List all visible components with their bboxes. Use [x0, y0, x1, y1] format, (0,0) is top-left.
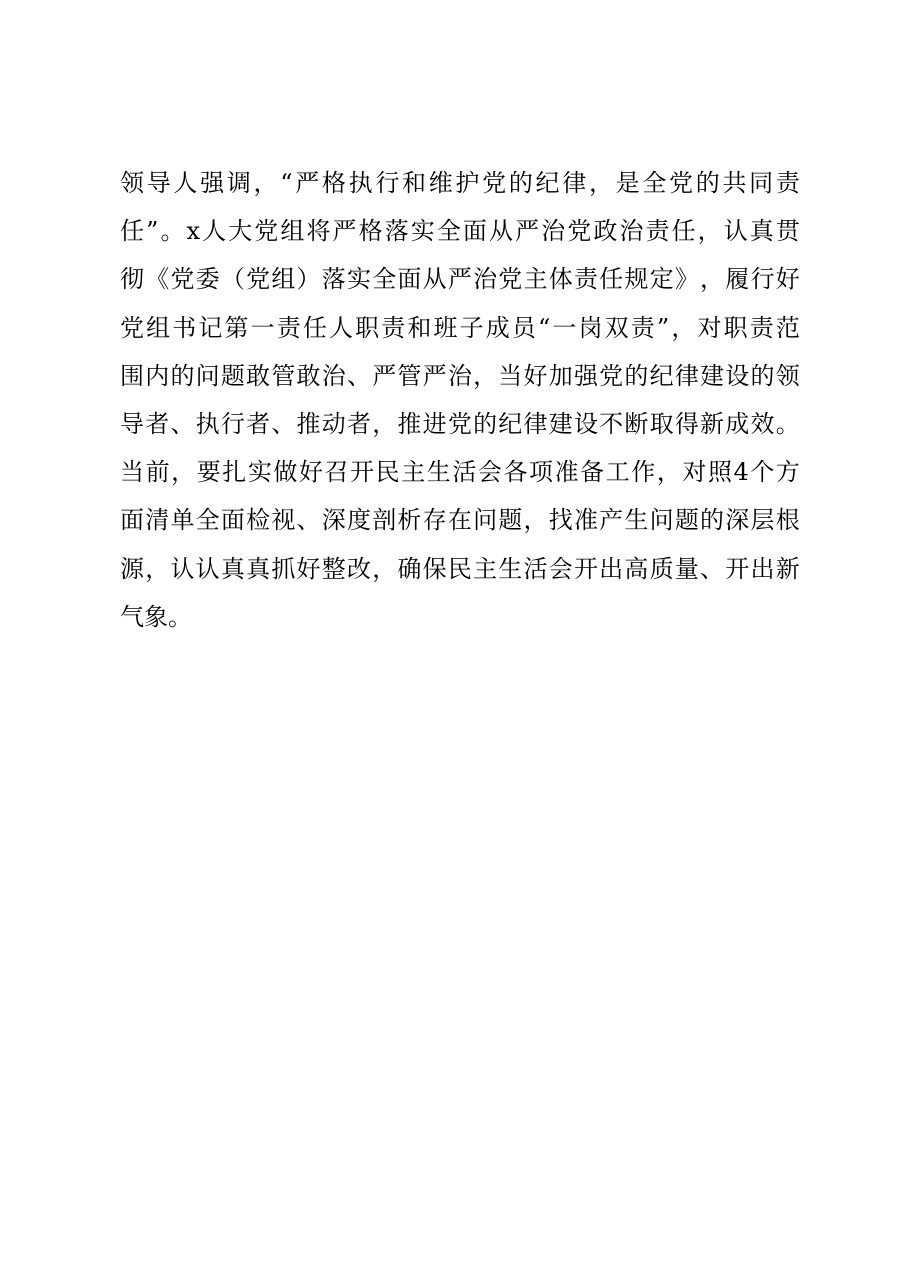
- text-character: 敢: [246, 361, 271, 390]
- text-character: 产: [599, 506, 624, 535]
- text-character: 真: [749, 217, 774, 246]
- text-character: 主: [473, 554, 498, 583]
- text-character: 认: [723, 217, 748, 246]
- text-character: 实: [247, 458, 272, 487]
- text-character: 岗: [578, 313, 603, 342]
- text-character: 剖: [372, 506, 397, 535]
- text-character: 视: [271, 506, 296, 535]
- text-character: 、: [700, 554, 725, 583]
- text-character: 的: [700, 506, 725, 535]
- text-character: 改: [346, 554, 371, 583]
- text-character: （: [220, 265, 245, 294]
- text-character: 全: [436, 217, 461, 246]
- text-character: 检: [246, 506, 271, 535]
- text-character: 做: [273, 458, 298, 487]
- text-character: 责: [645, 217, 670, 246]
- text-character: 是: [615, 169, 640, 197]
- text-character: 设: [573, 409, 598, 438]
- text-character: 党: [447, 409, 472, 438]
- text-character: 个: [750, 458, 775, 487]
- text-character: 准: [554, 458, 579, 487]
- text-character: 、: [296, 506, 321, 535]
- text-character: 强: [573, 361, 598, 390]
- text-character: 主: [523, 265, 548, 294]
- text-character: 设: [725, 361, 750, 390]
- text-character: 政: [593, 217, 618, 246]
- text-character: 质: [649, 554, 674, 583]
- text-character: ，: [372, 554, 397, 583]
- text-character: 题: [220, 361, 245, 390]
- text-character: 律: [523, 409, 548, 438]
- text-character: 员: [511, 313, 536, 342]
- paragraph-line-3: [120, 255, 800, 303]
- text-character: 实: [410, 217, 435, 246]
- text-character: 准: [573, 506, 598, 535]
- text-character: 组: [280, 217, 305, 246]
- text-character: 者: [246, 409, 271, 438]
- text-character: 治: [619, 217, 644, 246]
- text-character: 民: [375, 458, 400, 487]
- text-character: ，: [697, 217, 722, 246]
- text-character: 导: [146, 169, 171, 197]
- text-character: 党: [120, 313, 144, 342]
- text-character: 、: [271, 409, 296, 438]
- text-character: 的: [473, 409, 498, 438]
- text-character: 活: [452, 458, 477, 487]
- text-character: 党: [599, 361, 624, 390]
- text-character: 任: [302, 313, 327, 342]
- text-character: 律: [674, 361, 699, 390]
- text-character: 的: [170, 361, 195, 390]
- text-character: 人: [202, 217, 227, 246]
- text-character: 全: [642, 169, 667, 197]
- text-character: 认: [195, 554, 220, 583]
- text-character: 责: [276, 313, 301, 342]
- text-character: 领: [775, 361, 800, 390]
- text-character: 源: [120, 554, 144, 583]
- text-character: 成: [725, 409, 750, 438]
- text-character: 得: [674, 409, 699, 438]
- text-character: ，: [145, 554, 170, 583]
- text-character: 组: [271, 265, 296, 294]
- text-character: 推: [397, 409, 422, 438]
- text-character: 党: [170, 265, 195, 294]
- text-character: 问: [195, 361, 220, 390]
- text-character: 管: [271, 361, 296, 390]
- text-character: 职: [355, 313, 380, 342]
- text-character: 第: [224, 313, 249, 342]
- text-character: 。: [160, 217, 185, 246]
- paragraph-line-4: [120, 304, 800, 352]
- paragraph-line-9: [120, 545, 800, 593]
- text-character: 导: [120, 409, 144, 438]
- text-character: 行: [220, 409, 245, 438]
- text-character: ，: [473, 361, 498, 390]
- text-character: 大: [228, 217, 253, 246]
- text-character: 双: [604, 313, 629, 342]
- text-character: 方: [775, 458, 800, 487]
- text-character: 内: [145, 361, 170, 390]
- text-character: 定: [649, 265, 674, 294]
- text-character: ，: [588, 169, 613, 197]
- text-character: 出: [599, 554, 624, 583]
- text-character: 纪: [649, 361, 674, 390]
- text-character: 保: [422, 554, 447, 583]
- text-character: 生: [624, 506, 649, 535]
- text-character: 同: [749, 169, 774, 197]
- text-character: ，: [523, 506, 548, 535]
- text-character: x: [186, 217, 201, 246]
- text-character: 责: [573, 265, 598, 294]
- text-character: “: [280, 169, 293, 197]
- text-character: 实: [346, 265, 371, 294]
- text-character: 责: [630, 313, 655, 342]
- text-character: “: [538, 313, 551, 342]
- text-character: 纪: [498, 409, 523, 438]
- text-character: 的: [508, 169, 533, 197]
- text-character: 找: [548, 506, 573, 535]
- text-character: 党: [498, 265, 523, 294]
- text-character: 前: [145, 458, 170, 487]
- text-character: 落: [321, 265, 346, 294]
- text-character: 任: [671, 217, 696, 246]
- text-character: 任: [599, 265, 624, 294]
- text-character: 记: [198, 313, 223, 342]
- text-character: 对: [682, 458, 707, 487]
- text-character: 作: [631, 458, 656, 487]
- text-character: 一: [250, 313, 275, 342]
- text-character: 建: [548, 409, 573, 438]
- text-character: 不: [599, 409, 624, 438]
- text-character: 管: [397, 361, 422, 390]
- text-character: 好: [296, 554, 321, 583]
- text-character: 和: [402, 169, 427, 197]
- text-character: 的: [750, 361, 775, 390]
- text-character: 召: [324, 458, 349, 487]
- text-character: 格: [321, 169, 346, 197]
- text-character: 度: [346, 506, 371, 535]
- text-character: 围: [120, 361, 144, 390]
- text-character: 问: [649, 506, 674, 535]
- text-character: 深: [725, 506, 750, 535]
- text-character: 效: [750, 409, 775, 438]
- text-character: 子: [459, 313, 484, 342]
- text-character: 和: [407, 313, 432, 342]
- text-character: 严: [515, 217, 540, 246]
- text-character: 班: [433, 313, 458, 342]
- text-character: 加: [548, 361, 573, 390]
- text-character: 问: [473, 506, 498, 535]
- text-character: 清: [145, 506, 170, 535]
- text-character: 在: [447, 506, 472, 535]
- paragraph-line-8: [120, 496, 800, 544]
- text-character: 量: [674, 554, 699, 583]
- text-character: 调: [226, 169, 251, 197]
- text-character: 会: [548, 554, 573, 583]
- text-character: ”: [656, 313, 670, 342]
- text-character: 责: [775, 169, 800, 197]
- text-character: 全: [195, 506, 220, 535]
- text-character: 好: [298, 458, 323, 487]
- text-character: 治: [541, 217, 566, 246]
- text-character: ，: [171, 458, 196, 487]
- text-character: 责: [381, 313, 406, 342]
- text-character: 党: [669, 169, 694, 197]
- text-character: 执: [195, 409, 220, 438]
- text-character: 护: [455, 169, 480, 197]
- text-character: ，: [253, 169, 278, 197]
- text-character: ，: [372, 409, 397, 438]
- text-character: 好: [775, 265, 800, 294]
- text-character: 党: [567, 217, 592, 246]
- text-character: 维: [428, 169, 453, 197]
- text-character: 者: [145, 409, 170, 438]
- text-character: 各: [503, 458, 528, 487]
- text-character: 当: [498, 361, 523, 390]
- paragraph-line-2: [120, 207, 800, 255]
- text-character: 责: [749, 313, 774, 342]
- text-character: 格: [358, 217, 383, 246]
- text-character: 新: [700, 409, 725, 438]
- text-character: 的: [695, 169, 720, 197]
- text-character: 治: [473, 265, 498, 294]
- text-character: 好: [523, 361, 548, 390]
- text-character: 人: [173, 169, 198, 197]
- text-character: ，: [656, 458, 681, 487]
- text-character: 断: [624, 409, 649, 438]
- text-character: 要: [196, 458, 221, 487]
- text-character: 纪: [535, 169, 560, 197]
- text-character: 律: [562, 169, 587, 197]
- text-character: 备: [580, 458, 605, 487]
- text-character: 《: [145, 265, 170, 294]
- text-character: ）: [296, 265, 321, 294]
- text-character: 严: [422, 361, 447, 390]
- text-character: 。: [775, 409, 800, 438]
- text-character: 全: [372, 265, 397, 294]
- text-character: 活: [523, 554, 548, 583]
- text-character: 推: [296, 409, 321, 438]
- text-character: 从: [422, 265, 447, 294]
- text-character: 党: [246, 265, 271, 294]
- text-character: 规: [624, 265, 649, 294]
- text-character: 生: [426, 458, 451, 487]
- text-character: 范: [775, 313, 800, 342]
- text-character: 面: [120, 506, 144, 535]
- text-character: 组: [146, 313, 171, 342]
- text-character: 治: [447, 361, 472, 390]
- text-character: 执: [348, 169, 373, 197]
- text-character: 职: [723, 313, 748, 342]
- text-character: 党: [254, 217, 279, 246]
- text-character: 层: [750, 506, 775, 535]
- text-character: ”: [146, 217, 159, 246]
- text-character: 者: [346, 409, 371, 438]
- text-character: 面: [462, 217, 487, 246]
- text-character: 党: [482, 169, 507, 197]
- paragraph-line-6: [120, 400, 800, 448]
- paragraph-line-10: 气象。: [120, 602, 192, 631]
- text-character: 严: [295, 169, 320, 197]
- text-character: 当: [120, 458, 144, 487]
- text-character: 进: [422, 409, 447, 438]
- text-character: 建: [700, 361, 725, 390]
- text-character: 新: [775, 554, 800, 583]
- text-character: 对: [697, 313, 722, 342]
- text-character: 彻: [120, 265, 144, 294]
- text-character: 严: [372, 361, 397, 390]
- text-character: 抓: [271, 554, 296, 583]
- text-character: 严: [332, 217, 357, 246]
- text-character: 取: [649, 409, 674, 438]
- text-character: 题: [674, 506, 699, 535]
- paragraph-line-1: [120, 159, 800, 207]
- text-character: 从: [489, 217, 513, 246]
- text-character: 项: [529, 458, 553, 487]
- text-character: 认: [170, 554, 195, 583]
- text-character: 落: [384, 217, 409, 246]
- text-character: 面: [220, 506, 245, 535]
- text-character: 成: [485, 313, 510, 342]
- paragraph-line-7: [120, 448, 800, 496]
- text-character: 一: [552, 313, 577, 342]
- text-character: 会: [477, 458, 502, 487]
- text-character: 共: [722, 169, 747, 197]
- text-character: 、: [346, 361, 371, 390]
- text-character: 4: [733, 458, 749, 487]
- text-character: 析: [397, 506, 422, 535]
- text-character: 深: [321, 506, 346, 535]
- text-character: 的: [624, 361, 649, 390]
- text-character: 生: [498, 554, 523, 583]
- text-character: 强: [200, 169, 225, 197]
- text-character: 将: [306, 217, 331, 246]
- text-character: 委: [195, 265, 220, 294]
- text-character: 治: [321, 361, 346, 390]
- text-character: 履: [725, 265, 750, 294]
- text-character: ，: [671, 313, 696, 342]
- text-character: 民: [447, 554, 472, 583]
- text-character: 确: [397, 554, 422, 583]
- text-character: 工: [605, 458, 630, 487]
- text-character: 主: [401, 458, 426, 487]
- text-character: 高: [624, 554, 649, 583]
- text-character: 扎: [222, 458, 247, 487]
- text-character: 动: [321, 409, 346, 438]
- text-character: 开: [573, 554, 598, 583]
- text-character: 题: [498, 506, 523, 535]
- text-character: 整: [321, 554, 346, 583]
- text-character: 根: [775, 506, 800, 535]
- text-character: 存: [422, 506, 447, 535]
- text-character: 单: [170, 506, 195, 535]
- text-character: 》: [674, 265, 699, 294]
- text-character: 出: [750, 554, 775, 583]
- text-character: 贯: [775, 217, 800, 246]
- text-character: 真: [246, 554, 271, 583]
- text-character: 敢: [296, 361, 321, 390]
- text-character: 任: [120, 217, 144, 246]
- text-character: 人: [329, 313, 353, 342]
- text-character: 领: [120, 169, 144, 197]
- text-character: 照: [707, 458, 732, 487]
- text-character: 体: [548, 265, 573, 294]
- text-character: 开: [725, 554, 750, 583]
- paragraph-line-5: [120, 352, 800, 400]
- text-character: 行: [375, 169, 400, 197]
- text-character: 开: [350, 458, 375, 487]
- text-character: 面: [397, 265, 422, 294]
- text-character: ，: [700, 265, 725, 294]
- text-character: 、: [170, 409, 195, 438]
- text-character: 严: [447, 265, 472, 294]
- text-character: 行: [750, 265, 775, 294]
- text-character: 真: [220, 554, 245, 583]
- text-character: 书: [172, 313, 197, 342]
- body-paragraph: [120, 159, 800, 641]
